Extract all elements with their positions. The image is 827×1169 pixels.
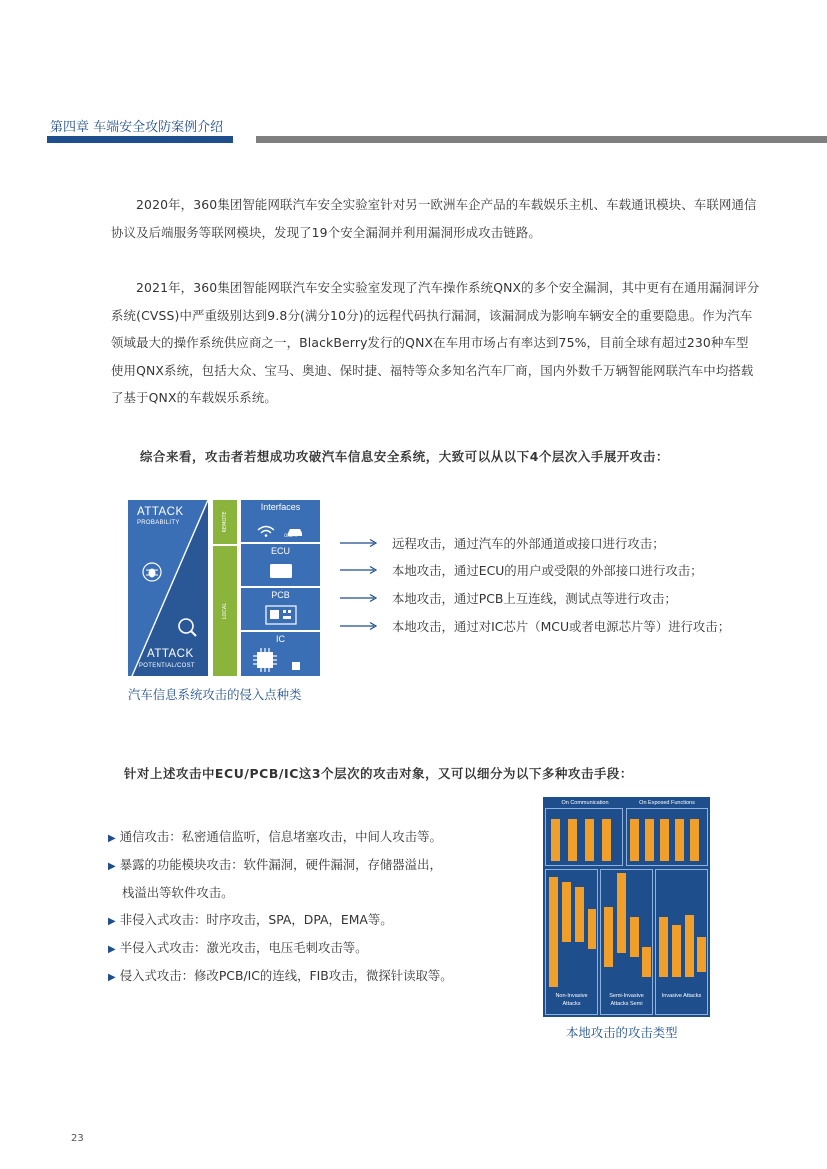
attack-top-label: ATTACK xyxy=(137,506,184,518)
list-item xyxy=(108,934,453,962)
pcb-icon xyxy=(265,605,297,629)
chapter-title: 第四章 车端安全攻防案例介绍 xyxy=(50,120,224,135)
attack-bar xyxy=(642,947,651,977)
local-bar xyxy=(213,546,237,676)
triangle-bullet-icon: ▶ xyxy=(108,916,116,928)
car-icon xyxy=(287,522,303,541)
attack-bar xyxy=(697,937,706,972)
attack-layers-figure xyxy=(128,500,320,676)
attack-bar xyxy=(685,915,694,977)
local-label: LOCAL xyxy=(222,602,228,620)
bullet-text: 暴露的功能模块攻击：软件漏洞，硬件漏洞，存储器溢出， xyxy=(119,856,442,872)
invasive-label: Invasive Attacks xyxy=(661,993,702,999)
list-item xyxy=(108,962,453,990)
list-item xyxy=(340,557,730,585)
attack-bar xyxy=(602,819,611,861)
pcb-label: PCB xyxy=(271,590,290,600)
attack-layer-text: 本地攻击，通过ECU的用户或受限的外部接口进行攻击； xyxy=(392,563,703,579)
list-item xyxy=(340,612,730,640)
attack-bar xyxy=(675,819,684,861)
attack-bar xyxy=(672,925,681,977)
obd-label: OBD-II xyxy=(284,533,297,538)
attack-bar xyxy=(617,873,626,953)
attack-bar xyxy=(562,882,571,942)
interfaces-label: Interfaces xyxy=(260,502,301,512)
attack-layer-list xyxy=(340,529,730,639)
attack-bar xyxy=(549,877,558,987)
triangle-bullet-icon: ▶ xyxy=(108,944,116,956)
attack-layer-text: 本地攻击，通过PCB上互连线，测试点等进行攻击； xyxy=(392,590,677,606)
attack-layer-text: 本地攻击，通过对IC芯片（MCU或者电源芯片等）进行攻击； xyxy=(392,618,731,634)
potential-cost-label: POTENTIAL/COST xyxy=(139,663,195,669)
arrow-right-icon xyxy=(340,565,378,575)
attack-bar xyxy=(551,819,560,861)
bullet-text: 栈溢出等软件攻击。 xyxy=(122,884,234,900)
ecu-icon xyxy=(269,563,293,583)
attack-bar xyxy=(630,819,639,861)
section1-heading: 综合来看，攻击者若想成功攻破汽车信息安全系统，大致可以从以下4个层次入手展开攻击： xyxy=(140,449,669,464)
on-communication-label: On Communication xyxy=(561,800,609,806)
page-number: 23 xyxy=(71,1133,84,1144)
chip-icon xyxy=(253,648,277,676)
interfaces-box xyxy=(241,500,320,542)
attack-bar xyxy=(604,907,613,967)
list-item xyxy=(108,823,453,851)
arrow-right-icon xyxy=(340,538,378,548)
semi-invasive-label: Semi-Invasive Attacks Semi xyxy=(609,993,644,1007)
ecu-label: ECU xyxy=(270,546,290,556)
triangle-bullet-icon: ▶ xyxy=(108,860,116,872)
bullet-text: 半侵入式攻击：激光攻击，电压毛刺攻击等。 xyxy=(119,940,368,956)
on-exposed-functions-label: On Exposed Functions xyxy=(639,800,695,806)
attack-bar xyxy=(659,917,668,977)
attack-bar xyxy=(568,819,577,861)
bullet-text: 非侵入式攻击：时序攻击，SPA，DPA，EMA等。 xyxy=(119,912,393,928)
local-attack-types-figure xyxy=(543,797,710,1017)
bullet-text: 通信攻击：私密通信监听，信息堵塞攻击，中间人攻击等。 xyxy=(119,829,442,844)
paragraph-2020: 2020年，360集团智能网联汽车安全实验室针对另一欧洲车企产品的车载娱乐主机、车载通讯模块、车联网通信协议及后端服务等联网模块，发现了19个安全漏洞并利用漏洞形成攻击链路。 xyxy=(111,197,757,240)
attack-bar xyxy=(645,819,654,861)
triangle-bullet-icon: ▶ xyxy=(108,833,116,844)
attack-bar xyxy=(588,909,596,949)
list-item xyxy=(340,529,730,557)
attack-bar xyxy=(575,887,584,942)
attack-layer-text: 远程攻击，通过汽车的外部通道或接口进行攻击； xyxy=(392,535,665,551)
list-item xyxy=(340,584,730,612)
remote-bar xyxy=(213,500,237,544)
small-chip-icon xyxy=(291,656,301,675)
list-item xyxy=(108,851,453,879)
ic-label: IC xyxy=(276,634,285,644)
paragraph-2021: 2021年，360集团智能网联汽车安全实验室发现了汽车操作系统QNX的多个安全漏洞，其中更有在通用漏洞评分系统(CVSS)中严重级别达到9.8分(满分10分)的远程代码执行漏洞，该漏洞成为影响车辆安全的重要隐患。作为汽车领域最大的操作系统供应商之一，BlackBerry发行的QNX在车用市场占有率达到75%，目前全球有超过230种车型使用QNX系统，包括大众、宝马、奥迪、保时捷、福特等众多知名汽车厂商，国内外数千万辆智能网联汽车中均搭载了基于QNX的车载娱乐系统。 xyxy=(111,280,760,406)
non-invasive-label: Non-Invasive Attacks xyxy=(555,993,588,1007)
attack-bottom-label: ATTACK xyxy=(147,648,194,660)
section2-heading: 针对上述攻击中ECU/PCB/IC这3个层次的攻击对象，又可以细分为以下多种攻击手段： xyxy=(124,766,633,781)
attack-bar xyxy=(630,917,639,957)
list-item-continuation xyxy=(108,879,453,907)
bullet-text: 侵入式攻击：修改PCB/IC的连线，FIB攻击，微探针读取等。 xyxy=(119,967,453,983)
wifi-icon xyxy=(257,522,275,541)
ecu-box xyxy=(241,544,320,586)
attack-probability-panel xyxy=(128,500,208,676)
header-rule-blue xyxy=(47,136,233,143)
pcb-box xyxy=(241,588,320,630)
arrow-right-icon xyxy=(340,621,378,631)
header-rule-gray xyxy=(256,136,827,143)
probability-label: PROBABILITY xyxy=(137,520,180,526)
figure2-caption: 本地攻击的攻击类型 xyxy=(566,1025,678,1040)
attack-method-list xyxy=(108,823,453,990)
attack-bar xyxy=(690,819,699,861)
triangle-bullet-icon: ▶ xyxy=(108,971,116,983)
remote-label: REMOTE xyxy=(222,511,228,533)
ic-box xyxy=(241,632,320,676)
list-item xyxy=(108,906,453,934)
attack-bar xyxy=(660,819,669,861)
attack-bar xyxy=(585,819,594,861)
arrow-right-icon xyxy=(340,593,378,603)
figure1-caption: 汽车信息系统攻击的侵入点种类 xyxy=(128,687,302,702)
